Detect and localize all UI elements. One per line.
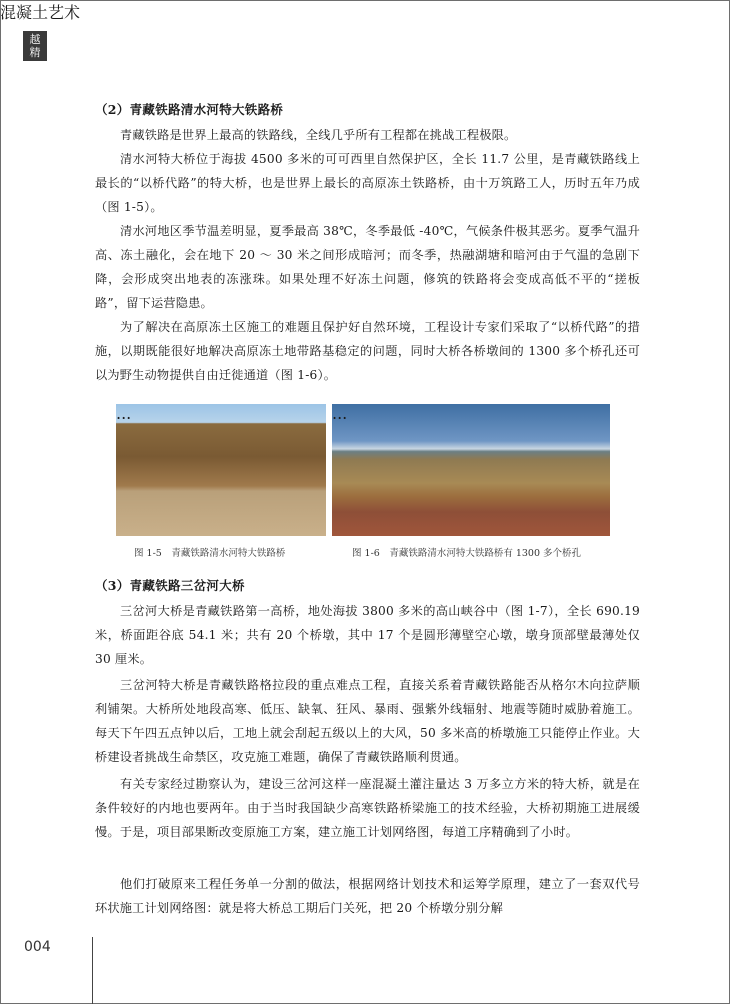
figure-1-5-caption: 图 1-5 青藏铁路清水河特大铁路桥 xyxy=(134,548,286,559)
section-3-paragraph-1: 三岔河大桥是青藏铁路第一高桥，地处海拔 3800 多米的高山峡谷中（图 1-7），全长 690.19 米，桥面距谷底 54.1 米；共有 20 个桥墩，其中 17 个是圆形薄壁空心墩，墩身顶部壁最薄处仅 30 厘米。 xyxy=(95,604,640,666)
section-3-paragraph-3: 有关专家经过勘察认为，建设三岔河这样一座混凝土灌注量达 3 万多立方米的特大桥，就是在条件较好的内地也要两年。由于当时我国缺少高寒铁路桥梁施工的技术经验，大桥初期施工进展缓慢。于是，项目部果断改变原施工方案，建立施工计划网络图，每道工序精确到了小时。 xyxy=(95,777,640,839)
section-3-paragraph-2: 三岔河特大桥是青藏铁路格拉段的重点难点工程，直接关系着青藏铁路能否从格尔木向拉萨顺利铺架。大桥所处地段高寒、低压、缺氧、狂风、暴雨、强紫外线辐射、地震等随时威胁着施工。每天下午四五点钟以后，工地上就会刮起五级以上的大风，50 多米高的桥墩施工只能停止作业。大桥建设者挑战生命禁区，攻克施工难题，确保了青藏铁路顺利贯通。 xyxy=(95,678,640,764)
figure-1-6-caption: 图 1-6 青藏铁路清水河特大铁路桥有 1300 多个桥孔 xyxy=(352,548,582,559)
section-2-paragraph-4: 为了解决在高原冻土区施工的难题且保护好自然环境，工程设计专家们采取了“以桥代路”的措施，以期既能很好地解决高原冻土地带路基稳定的问题，同时大桥各桥墩间的 1300 多个桥孔还可以为野生动物提供自由迁徙通道（图 1-6）。 xyxy=(95,320,640,382)
page-number-rule xyxy=(92,937,93,1004)
figure-1-6-photo: ... xyxy=(332,404,610,536)
section-2-paragraph-3: 清水河地区季节温差明显，夏季最高 38℃，冬季最低 -40℃，气候条件极其恶劣。夏季气温升高、冻土融化，会在地下 20 ～ 30 米之间形成暗河；而冬季，热融湖塘和暗河由于气温的急剧下降，会形成突出地表的冻涨珠。如果处理不好冻土问题，修筑的铁路将会变成高低不平的“搓板路”，留下运营隐患。 xyxy=(95,224,640,310)
page-number: 004 xyxy=(24,939,51,955)
section-2-title: （2）青藏铁路清水河特大铁路桥 xyxy=(95,102,284,117)
section-3-paragraph-4: 他们打破原来工程任务单一分割的做法，根据网络计划技术和运筹学原理，建立了一套双代号环状施工计划网络图：就是将大桥总工期后门关死，把 20 个桥墩分别分解 xyxy=(95,877,640,915)
section-3-title: （3）青藏铁路三岔河大桥 xyxy=(95,578,245,593)
section-2-paragraph-2: 清水河特大桥位于海拔 4500 多米的可可西里自然保护区，全长 11.7 公里，是青藏铁路线上最长的“以桥代路”的特大桥，也是世界上最长的高原冻土铁路桥，由十万筑路工人，历时五年乃成（图 1-5）。 xyxy=(95,152,640,214)
book-logo xyxy=(23,31,47,61)
figure-1-5-photo: ... xyxy=(116,404,326,536)
section-2-paragraph-1: 青藏铁路是世界上最高的铁路线，全线几乎所有工程都在挑战工程极限。 xyxy=(120,128,517,142)
logo-text: 越 精 xyxy=(29,33,41,59)
book-title: 混凝土艺术 xyxy=(0,3,81,22)
